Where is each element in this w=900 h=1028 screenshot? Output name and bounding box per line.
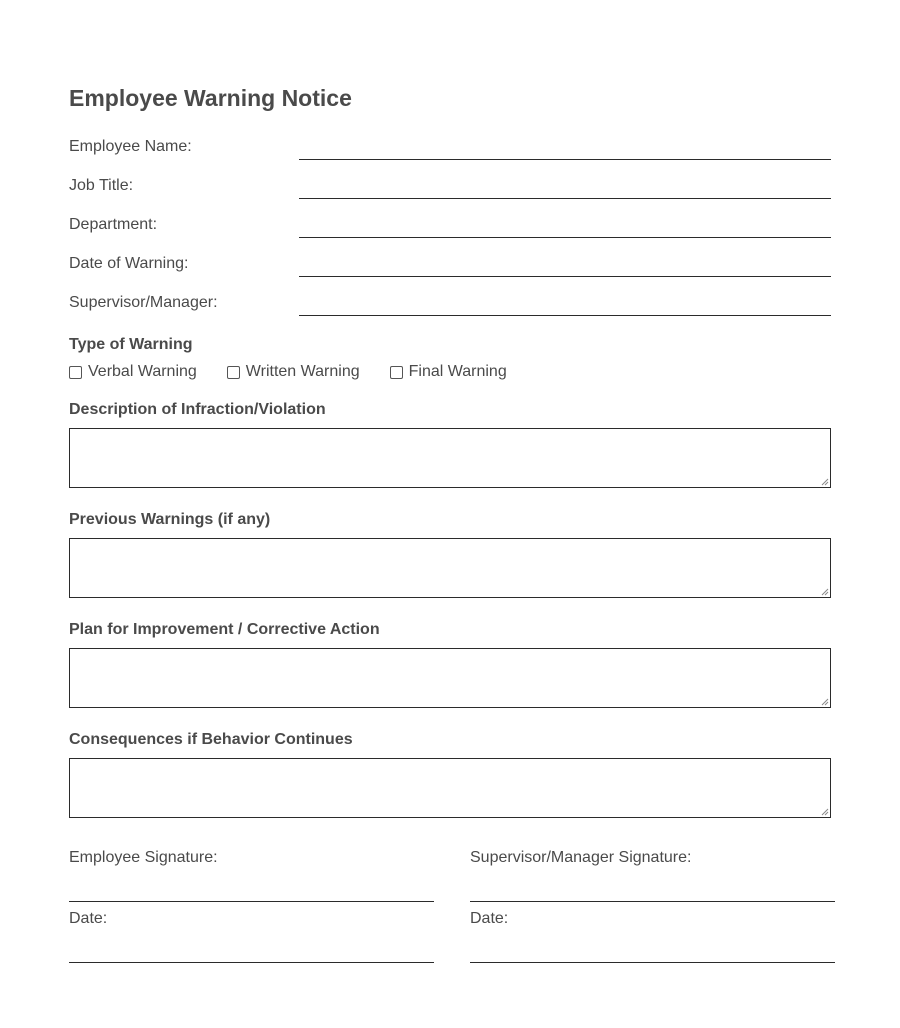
previous-warnings-textarea[interactable] [69, 538, 831, 598]
date-of-warning-label: Date of Warning: [69, 255, 189, 272]
employee-date-label: Date: [69, 910, 108, 927]
warning-type-heading: Type of Warning [69, 336, 193, 353]
written-warning-option[interactable] [227, 362, 360, 382]
written-warning-label: Written Warning [245, 363, 360, 380]
resize-grip-icon[interactable] [821, 698, 829, 706]
supervisor-manager-label: Supervisor/Manager: [69, 294, 218, 311]
employee-signature-label: Employee Signature: [69, 849, 218, 866]
final-warning-option[interactable] [390, 362, 507, 382]
previous-warnings-heading: Previous Warnings (if any) [69, 511, 271, 528]
description-heading: Description of Infraction/Violation [69, 401, 326, 418]
department-input[interactable] [299, 237, 831, 238]
date-of-warning-input[interactable] [299, 276, 831, 277]
consequences-textarea[interactable] [69, 758, 831, 818]
form-title: Employee Warning Notice [69, 85, 352, 111]
verbal-warning-option[interactable] [69, 362, 197, 382]
final-warning-checkbox[interactable] [390, 366, 403, 379]
employee-date-field[interactable] [69, 962, 434, 963]
verbal-warning-label: Verbal Warning [88, 363, 197, 380]
department-label: Department: [69, 216, 158, 233]
supervisor-signature-field[interactable] [470, 901, 835, 902]
verbal-warning-checkbox[interactable] [69, 366, 82, 379]
final-warning-label: Final Warning [408, 363, 507, 380]
description-textarea[interactable] [69, 428, 831, 488]
job-title-label: Job Title: [69, 177, 134, 194]
employee-name-label: Employee Name: [69, 138, 192, 155]
employee-name-input[interactable] [299, 159, 831, 160]
supervisor-signature-label: Supervisor/Manager Signature: [470, 849, 692, 866]
supervisor-date-field[interactable] [470, 962, 835, 963]
supervisor-manager-input[interactable] [299, 315, 831, 316]
improvement-plan-textarea[interactable] [69, 648, 831, 708]
consequences-heading: Consequences if Behavior Continues [69, 731, 353, 748]
job-title-input[interactable] [299, 198, 831, 199]
resize-grip-icon[interactable] [821, 478, 829, 486]
employee-signature-field[interactable] [69, 901, 434, 902]
resize-grip-icon[interactable] [821, 808, 829, 816]
resize-grip-icon[interactable] [821, 588, 829, 596]
written-warning-checkbox[interactable] [227, 366, 240, 379]
warning-type-options [69, 362, 537, 382]
improvement-plan-heading: Plan for Improvement / Corrective Action [69, 621, 380, 638]
supervisor-date-label: Date: [470, 910, 509, 927]
